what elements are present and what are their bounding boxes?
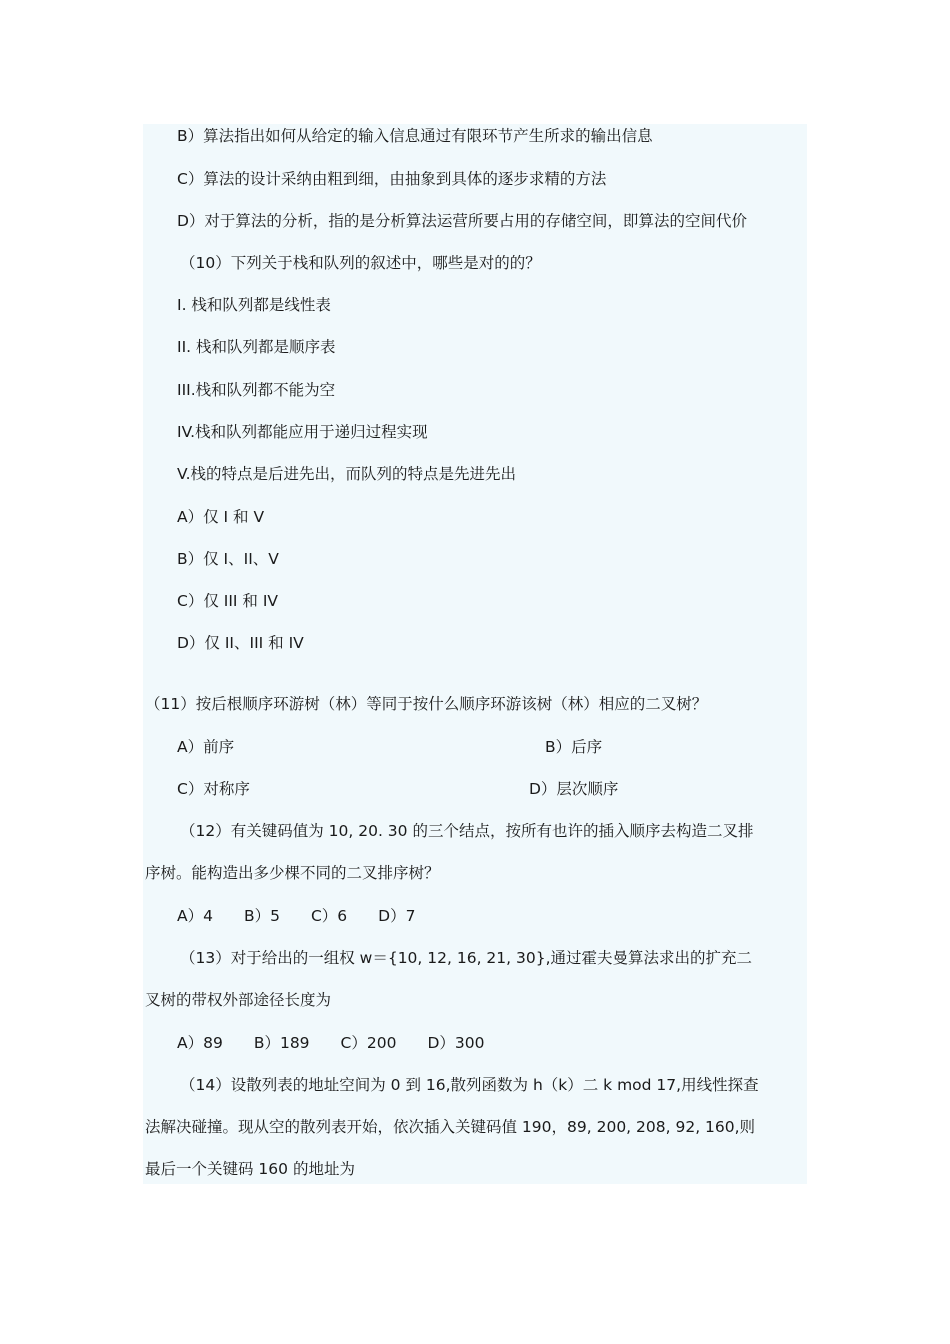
- q10-option-d: D）仅 II、III 和 IV: [177, 634, 304, 652]
- option-d-text: D）对于算法的分析，指的是分析算法运营所要占用的存储空间，即算法的空间代价: [177, 212, 747, 230]
- question-14-line-1: （14）设散列表的地址空间为 0 到 16,散列函数为 h（k）二 k mod 17,用线性探查: [180, 1076, 759, 1094]
- q10-option-b: B）仅 I、II、V: [177, 550, 279, 568]
- q11-option-b: B）后序: [545, 738, 603, 756]
- statement-2: II. 栈和队列都是顺序表: [177, 338, 336, 356]
- q12-options: A）4 B）5 C）6 D）7: [177, 907, 416, 925]
- document-panel: [143, 124, 807, 1184]
- q11-option-d: D）层次顺序: [529, 780, 619, 798]
- q13-options: A）89 B）189 C）200 D）300: [177, 1034, 485, 1052]
- question-13-line-2: 叉树的带权外部途径长度为: [145, 991, 332, 1009]
- question-12-line-1: （12）有关键码值为 10, 20. 30 的三个结点，按所有也许的插入顺序去构造二叉排: [180, 822, 754, 840]
- option-b-text: B）算法指出如何从给定的输入信息通过有限环节产生所求的输出信息: [177, 127, 653, 145]
- q10-option-a: A）仅 I 和 V: [177, 508, 265, 526]
- question-11: （11）按后根顺序环游树（林）等同于按什么顺序环游该树（林）相应的二叉树？: [145, 695, 708, 713]
- q10-option-c: C）仅 III 和 IV: [177, 592, 278, 610]
- statement-3: III.栈和队列都不能为空: [177, 381, 336, 399]
- q11-option-a: A）前序: [177, 738, 235, 756]
- question-14-line-2: 法解决碰撞。现从空的散列表开始，依次插入关键码值 190，89, 200, 208, 92, 160,则: [145, 1118, 756, 1136]
- statement-4: IV.栈和队列都能应用于递归过程实现: [177, 423, 428, 441]
- statement-1: I. 栈和队列都是线性表: [177, 296, 331, 314]
- statement-5: V.栈的特点是后进先出，而队列的特点是先进先出: [177, 465, 517, 483]
- question-10: （10）下列关于栈和队列的叙述中，哪些是对的的？: [180, 254, 541, 272]
- question-12-line-2: 序树。能构造出多少棵不同的二叉排序树？: [145, 864, 440, 882]
- option-c-text: C）算法的设计采纳由粗到细，由抽象到具体的逐步求精的方法: [177, 170, 607, 188]
- question-14-line-3: 最后一个关键码 160 的地址为: [145, 1160, 355, 1178]
- question-13-line-1: （13）对于给出的一组权 w＝{10, 12, 16, 21, 30},通过霍夫曼算法求出的扩充二: [180, 949, 753, 967]
- q11-option-c: C）对称序: [177, 780, 250, 798]
